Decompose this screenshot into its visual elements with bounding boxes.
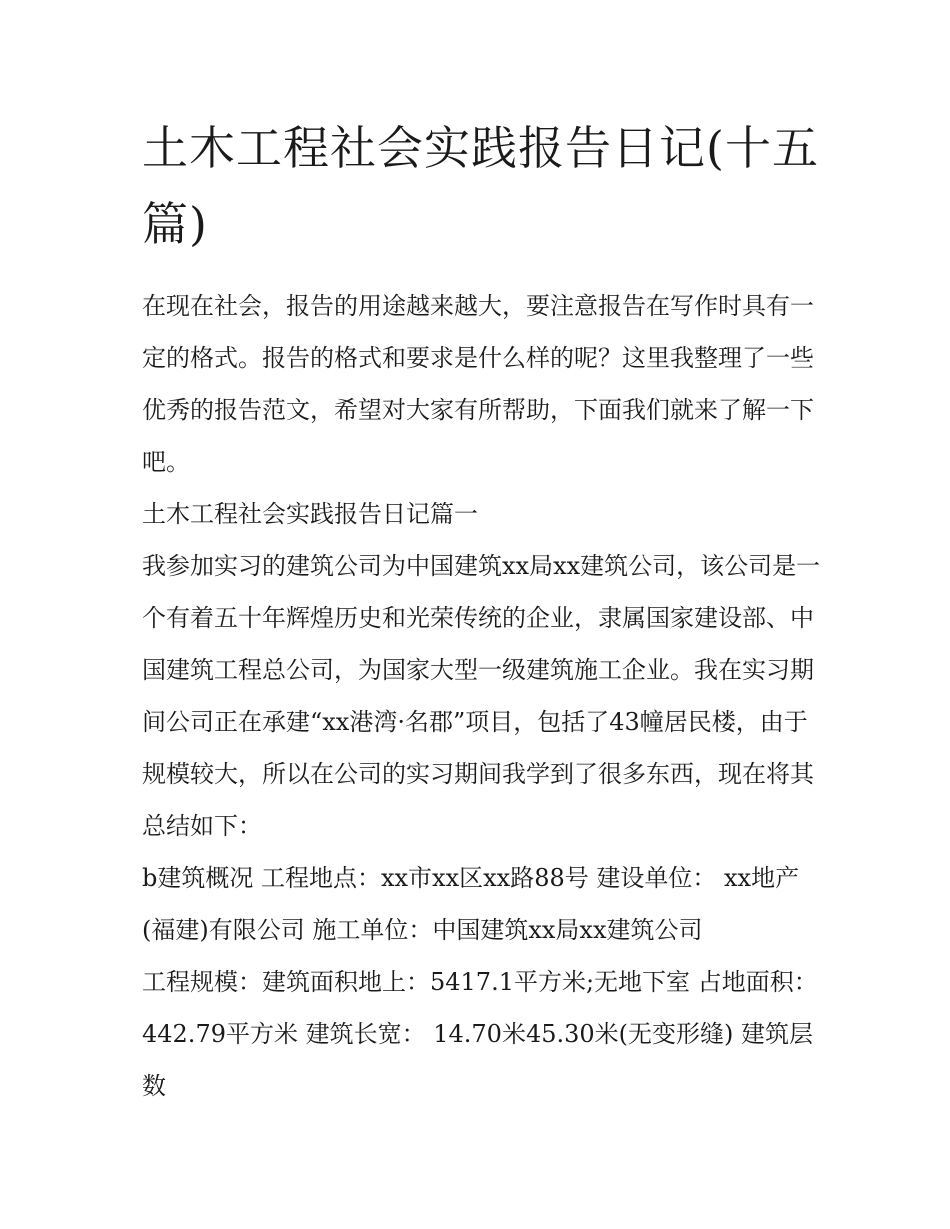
- document-page: [142, 110, 822, 1112]
- body-paragraph-overview: b建筑概况 工程地点：xx市xx区xx路88号 建设单位： xx地产(福建)有限公司 施工单位：中国建筑xx局xx建筑公司: [142, 864, 800, 944]
- intro-paragraph: 在现在社会，报告的用途越来越大，要注意报告在写作时具有一定的格式。报告的格式和要求是什么样的呢？这里我整理了一些优秀的报告范文，希望对大家有所帮助，下面我们就来了解一下吧。: [142, 292, 814, 476]
- document-title: 土木工程社会实践报告日记(十五篇): [142, 121, 819, 251]
- section-heading: 土木工程社会实践报告日记篇一: [142, 500, 478, 528]
- body-paragraph-company: 我参加实习的建筑公司为中国建筑xx局xx建筑公司，该公司是一个有着五十年辉煌历史和光荣传统的企业，隶属国家建设部、中国建筑工程总公司，为国家大型一级建筑施工企业。我在实习期间公司正在承建“xx港湾·名郡”项目，包括了43幢居民楼，由于规模较大，所以在公司的实习期间我学到了很多东西，现在将其总结如下：: [142, 552, 821, 840]
- body-paragraph-scale: 工程规模：建筑面积地上：5417.1平方米;无地下室 占地面积：442.79平方米 建筑长宽： 14.70米45.30米(无变形缝) 建筑层数: [142, 968, 818, 1100]
